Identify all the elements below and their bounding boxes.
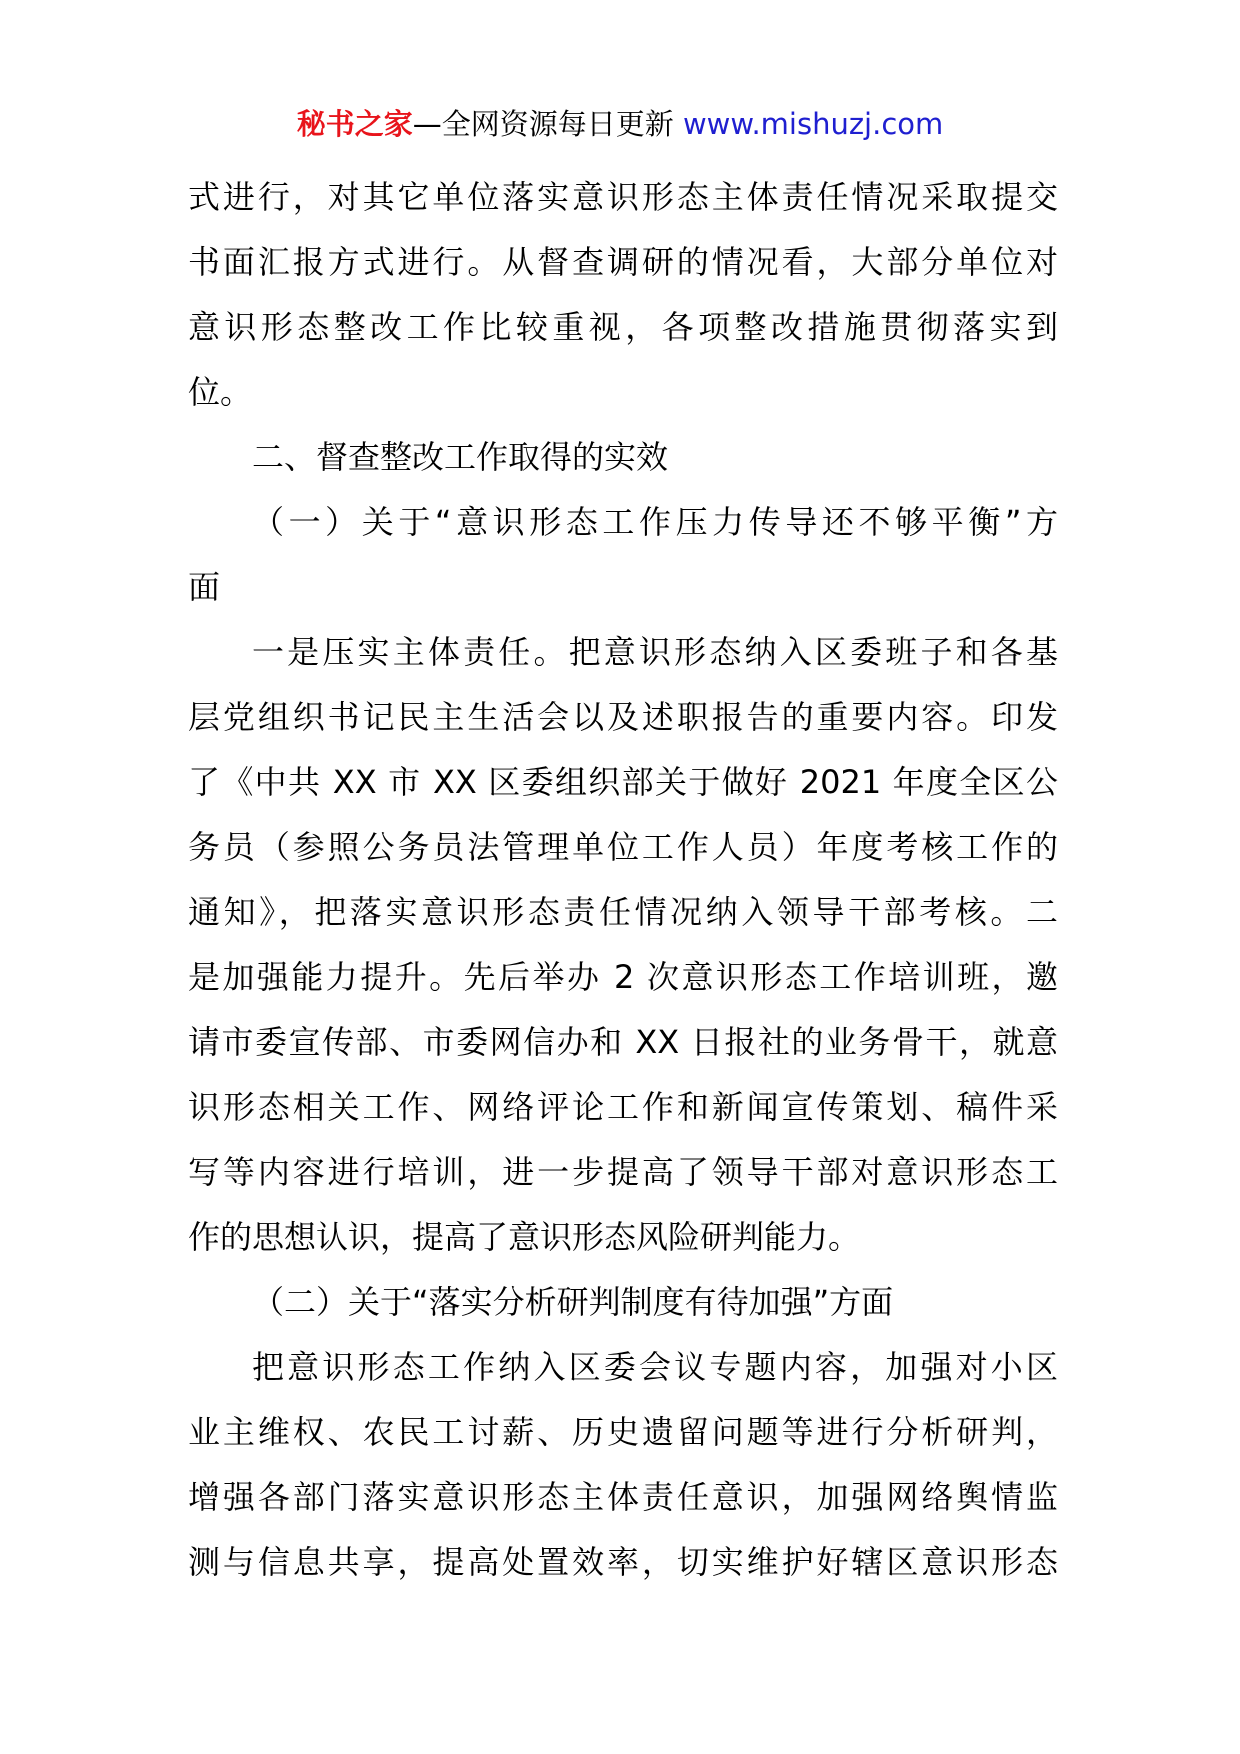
body-line: 是加强能力提升。先后举办 2 次意识形态工作培训班，邀	[188, 958, 1058, 996]
body-line: 务员（参照公务员法管理单位工作人员）年度考核工作的	[188, 828, 1058, 866]
body-line: 位。	[188, 373, 253, 411]
body-line: 意识形态整改工作比较重视，各项整改措施贯彻落实到	[188, 308, 1058, 346]
subsection-heading: （一）关于“意识形态工作压力传导还不够平衡”方	[252, 503, 1058, 541]
body-line: 式进行，对其它单位落实意识形态主体责任情况采取提交	[188, 178, 1058, 216]
body-line: 业主维权、农民工讨薪、历史遗留问题等进行分析研判，	[188, 1413, 1058, 1451]
subsection-heading-continued: 面	[188, 568, 221, 606]
header-tagline: —全网资源每日更新	[412, 107, 674, 141]
subsection-heading: （二）关于“落实分析研判制度有待加强”方面	[252, 1283, 894, 1321]
section-heading: 二、督查整改工作取得的实效	[252, 438, 669, 476]
body-line: 了《中共 XX 市 XX 区委组织部关于做好 2021 年度全区公	[188, 763, 1058, 801]
body-line: 增强各部门落实意识形态主体责任意识，加强网络舆情监	[188, 1478, 1058, 1516]
body-line: 测与信息共享，提高处置效率，切实维护好辖区意识形态	[188, 1543, 1058, 1581]
document-body	[188, 165, 1058, 1595]
header-url-link[interactable]: www.mishuzj.com	[682, 107, 944, 141]
body-line: 作的思想认识，提高了意识形态风险研判能力。	[188, 1218, 861, 1256]
body-line: 写等内容进行培训，进一步提高了领导干部对意识形态工	[188, 1153, 1058, 1191]
header-brand: 秘书之家	[296, 107, 413, 141]
body-line: 层党组织书记民主生活会以及述职报告的重要内容。印发	[188, 698, 1058, 736]
body-line: 通知》，把落实意识形态责任情况纳入领导干部考核。二	[188, 893, 1058, 931]
page-header	[0, 104, 1240, 144]
body-line: 书面汇报方式进行。从督查调研的情况看，大部分单位对	[188, 243, 1058, 281]
body-line: 一是压实主体责任。把意识形态纳入区委班子和各基	[252, 633, 1058, 671]
body-line: 识形态相关工作、网络评论工作和新闻宣传策划、稿件采	[188, 1088, 1058, 1126]
body-line: 把意识形态工作纳入区委会议专题内容，加强对小区	[252, 1348, 1058, 1386]
body-line: 请市委宣传部、市委网信办和 XX 日报社的业务骨干，就意	[188, 1023, 1058, 1061]
